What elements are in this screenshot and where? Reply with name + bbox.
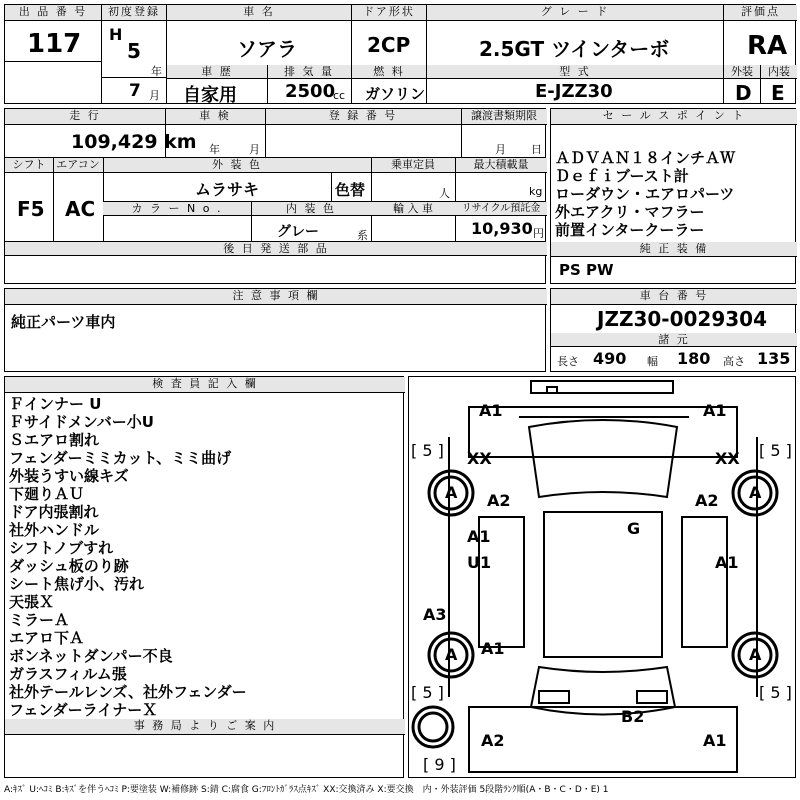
disp-label: 排 気 量 [267,65,351,79]
score-label: 評価点 [724,5,797,21]
sales-line: Ｄｅｆｉブースト計 [555,167,689,185]
hgt-label: 高さ [723,355,745,368]
damage-mark: A [749,483,762,502]
reg-year: 5 [127,39,141,63]
inspection-label: 車 検 [165,109,265,125]
inspector-line: シフトノブすれ [9,539,114,557]
transfer-day: 日 [531,143,542,156]
recycle-label: リサイクル預託金 [455,202,547,216]
shift-label: シフト [5,158,53,173]
color-label: 外 装 色 [103,158,371,173]
damage-mark: A1 [479,401,503,420]
tire-depth: [ 5 ] [411,683,444,702]
regno-label: 登 録 番 号 [265,109,461,125]
wid-label: 幅 [647,355,658,368]
height: 135 [757,349,791,368]
lot-label: 出 品 番 号 [5,5,101,21]
intcolor-label: 内 装 色 [251,202,371,216]
damage-mark: B2 [621,707,645,726]
inspector-line: ミラーＡ [9,611,70,629]
office-label: 事 務 局 よ り ご 案 内 [5,719,405,735]
disp-unit: cc [333,89,346,102]
len-label: 長さ [557,355,579,368]
mileage-label: 走 行 [5,109,165,125]
caution-text: 純正パーツ車内 [11,313,116,331]
damage-mark: A1 [703,401,727,420]
sales-line: ＡＤＶＡＮ１８インチＡＷ [555,149,736,167]
car-outline-diagram [409,377,797,779]
ac: AC [65,197,96,221]
colorno-label: カ ラ ー N o . [103,202,251,216]
chassis-number: JZZ30-0029304 [597,307,767,331]
insp-month: 月 [249,143,260,156]
mileage: 109,429 km [71,131,197,153]
int-label: 内装 [761,65,797,79]
later-label: 後 日 発 送 部 品 [5,242,547,256]
damage-mark: A2 [695,491,719,510]
width: 180 [677,349,711,368]
inspector-line: Ｓエアロ割れ [9,431,100,449]
ext-label: 外装 [724,65,760,79]
spec-label: 諸 元 [551,333,797,347]
history: 自家用 [183,85,237,106]
inspector-line: 天張Ｘ [9,593,55,611]
inspector-line: 外装うすい線キズ [9,467,129,485]
color-note: 色替 [335,181,366,199]
damage-mark: A1 [481,639,505,658]
transfer-label: 譲渡書類期限 [461,109,547,125]
load-label: 最大積載量 [455,158,547,173]
intcolor-unit: 系 [357,229,368,242]
score: RA [747,31,788,61]
inspector-line: フェンダーライナーＸ [9,701,158,719]
inspector-line: シート焦げ小、汚れ [9,575,145,593]
damage-mark: A1 [703,731,727,750]
inspector-line: ボンネットダンパー不良 [9,647,173,665]
tire-depth: [ 9 ] [423,755,456,774]
fuel: ガソリン [365,85,426,103]
sales-line: ローダウン・エアロパーツ [555,185,735,203]
caution-block [4,288,546,372]
sales-line: 外エアクリ・マフラー [555,203,705,221]
recycle: 10,930 [471,219,533,238]
era: H [109,25,123,44]
damage-mark: G [627,519,641,538]
reg-label: 初度登録 [102,5,166,21]
lot-number: 117 [27,29,82,59]
damage-mark: A1 [715,553,739,572]
equip-label: 純 正 装 備 [551,242,797,257]
grade-label: グ レ ー ド [427,5,723,21]
reg-month: 7 [129,81,141,101]
tire-depth: [ 5 ] [759,441,792,460]
year-unit: 年 [151,65,162,78]
equip: PS PW [559,261,614,279]
int-grade: E [771,81,785,105]
inspector-line: ガラスフィルム張 [9,665,127,683]
tire-depth: [ 5 ] [411,441,444,460]
damage-mark: A [445,645,458,664]
inspector-line: 下廻りＡＵ [9,485,85,503]
inspector-line: ドア内張割れ [9,503,99,521]
capacity-label: 乗車定員 [371,158,455,173]
sales-block [550,108,796,284]
damage-mark: XX [715,449,740,468]
sales-line: 前置インタークーラー [555,221,705,239]
recycle-unit: 円 [533,227,544,240]
transfer-month: 月 [495,143,506,156]
model-code: E-JZZ30 [535,81,613,102]
color: ムラサキ [195,180,260,199]
model-label: 型 式 [427,65,723,79]
chassis-block [550,288,796,372]
ac-label: エアコン [53,158,103,173]
insp-year: 年 [209,143,220,156]
int-color: グレー [277,224,319,240]
fuel-label: 燃 料 [352,65,426,79]
load-unit: kg [529,185,543,198]
grade: 2.5GT ツインターボ [479,37,670,61]
sales-label: セ ー ル ス ポ イ ン ト [551,109,797,125]
damage-mark: A3 [423,605,447,624]
shift: F5 [17,197,45,221]
inspector-line: 社外ハンドル [9,521,100,539]
car-name: ソアラ [237,37,297,61]
inspector-block [4,376,404,778]
tire-depth: [ 5 ] [759,683,792,702]
ext-grade: D [735,81,752,105]
inspector-line: フェンダーミミカット、ミミ曲げ [9,449,232,467]
inspector-line: 社外テールレンズ、社外フェンダー [9,683,247,701]
inspector-label: 検 査 員 記 入 欄 [5,377,405,393]
damage-mark: A [445,483,458,502]
damage-mark: U1 [467,553,492,572]
import-label: 輸 入 車 [371,202,455,216]
inspector-line: Ｆサイドメンバー小U [9,413,154,431]
chassis-label: 車 台 番 号 [551,289,797,305]
capacity-unit: 人 [439,187,450,200]
caution-label: 注 意 事 項 欄 [5,289,547,305]
damage-mark: A1 [467,527,491,546]
damage-diagram [408,376,796,778]
header-block [4,4,796,104]
damage-mark: XX [467,449,492,468]
door-type: 2CP [367,33,411,57]
legend: A:ｷｽﾞ U:ﾍｺﾐ B:ｷｽﾞを伴うﾍｺﾐ P:要塗装 W:補修跡 S:錆 C:腐食 G:ﾌﾛﾝﾄｶﾞﾗｽ点ｷｽﾞ XX:交換済み X:要交換 内・外装評価 5段階ﾗﾝｸ順(A・B・C・D・E) 1 [4,785,609,795]
name-label: 車 名 [167,5,351,21]
inspector-line: ダッシュ板のり跡 [9,557,129,575]
history-label: 車 歴 [167,65,267,79]
month-unit: 月 [149,89,160,102]
vehicle-info-block [4,108,546,284]
displacement: 2500 [285,81,336,102]
inspector-line: Ｆインナー U [9,395,102,413]
damage-mark: A [749,645,762,664]
damage-mark: A2 [481,731,505,750]
damage-mark: A2 [487,491,511,510]
length: 490 [593,349,627,368]
inspector-line: エアロ下Ａ [9,629,85,647]
door-label: ドア形状 [352,5,426,21]
